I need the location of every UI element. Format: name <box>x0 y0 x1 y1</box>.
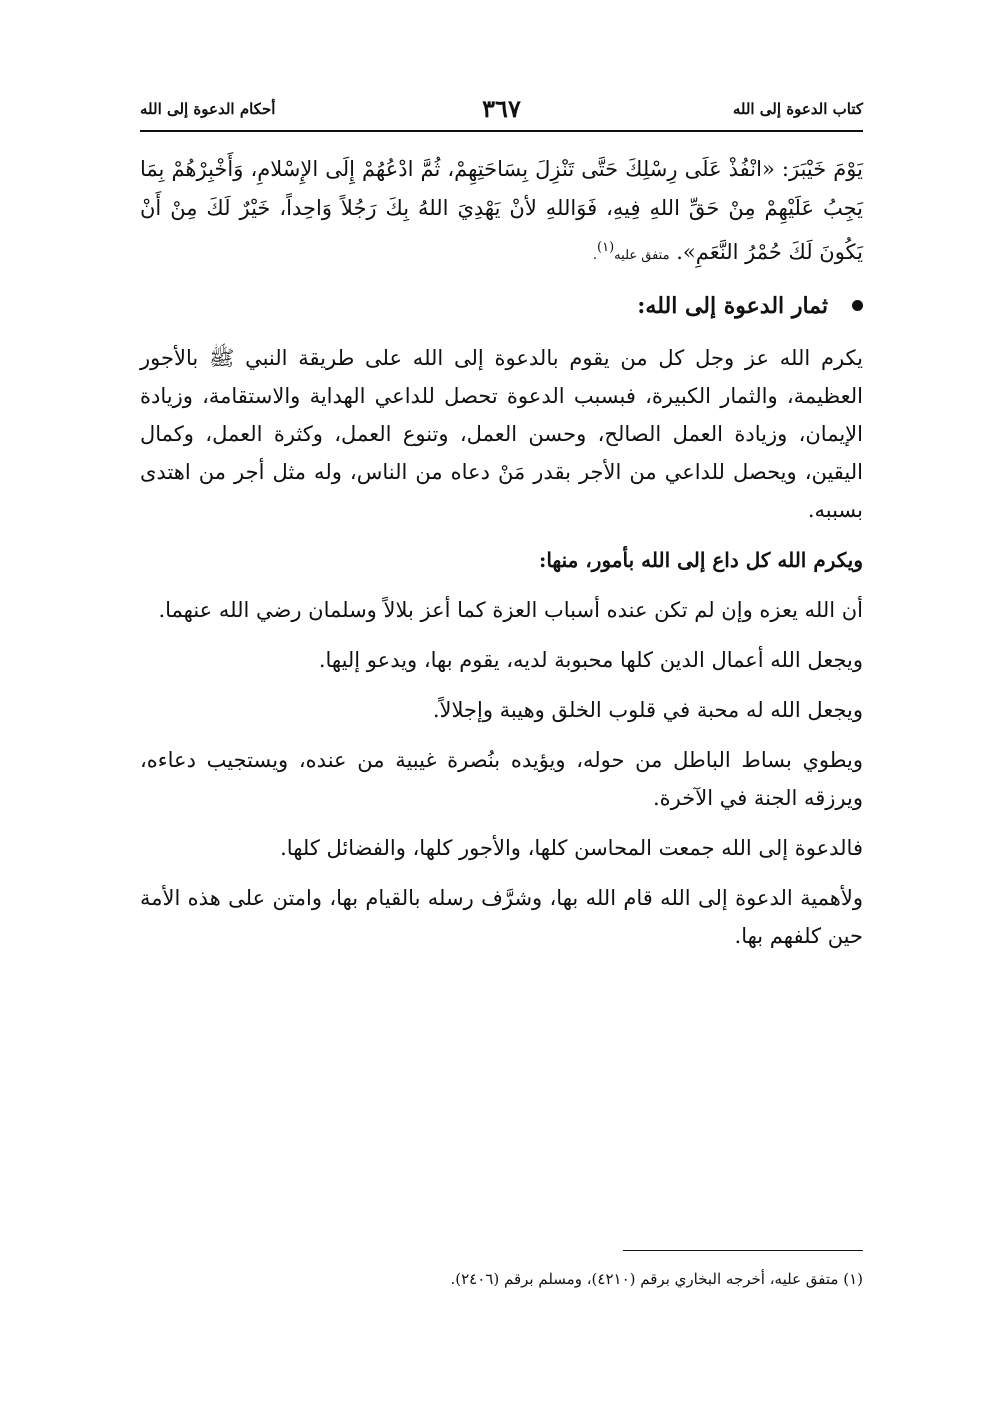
paragraph-importance: ولأهمية الدعوة إلى الله قام الله بها، وشرَّف رسله بالقيام بها، وامتن على هذه الأمة حين كلفهم بها. <box>140 886 863 948</box>
subheading: ويكرم الله كل داع إلى الله بأمور، منها: <box>538 548 863 572</box>
footnote-ref[interactable]: (١) <box>597 240 615 255</box>
footnote-divider <box>623 1250 863 1251</box>
page-number: ٣٦٧ <box>482 94 521 123</box>
section-heading-text: ثمار الدعوة إلى الله: <box>637 293 828 319</box>
page-header <box>140 94 863 130</box>
paragraph-fruits: يكرم الله عز وجل كل من يقوم بالدعوة إلى الله على طريقة النبي ﷺ بالأجور العظيمة، والثمار الكبيرة، فبسبب الدعوة تحصل للداعي الهداية والاستقامة، وزيادة الإيمان، وزيادة العمل الصالح، وحسن العمل، وتنوع العمل، وكثرة العمل، وكمال اليقين، ويحصل للداعي من الأجر بقدر مَنْ دعاه من الناس، وله مثل أجر من اهتدى بسببه. <box>140 346 863 522</box>
paragraph-deeds: ويجعل الله أعمال الدين كلها محبوبة لديه، يقوم بها، ويدعو إليها. <box>318 648 863 672</box>
paragraph-virtues: فالدعوة إلى الله جمعت المحاسن كلها، والأجور كلها، والفضائل كلها. <box>280 836 863 860</box>
section-heading <box>140 287 863 325</box>
footnote: (١) متفق عليه، أخرجه البخاري برقم (٤٢١٠)، ومسلم برقم (٢٤٠٦). <box>450 1270 863 1288</box>
hadith-paragraph: يَوْمَ خَيْبَرَ: «انْفُذْ عَلَى رِسْلِكَ حَتَّى تَنْزِلَ بِسَاحَتِهِمْ، ثُمَّ ادْعُهُمْ إِلَى الإِسْلامِ، وَأَخْبِرْهُمْ بِمَا يَجِبُ عَلَيْهِمْ مِنْ حَقِّ اللهِ فِيهِ، فَوَاللهِ لأنْ يَهْدِيَ اللهُ بِكَ رَجُلاً وَاحِداً، خَيْرٌ لَكَ مِنْ أَنْ يَكُونَ لَكَ حُمْرُ النَّعَمِ». متفق عليه$^{(١)}$. <box>140 157 863 264</box>
bullet-icon <box>852 300 863 311</box>
paragraph-support: ويطوي بساط الباطل من حوله، ويؤيده بنُصرة غيبية من عنده، ويستجيب دعاءه، ويرزقه الجنة في الآخرة. <box>140 748 863 810</box>
paragraph-honor: أن الله يعزه وإن لم تكن عنده أسباب العزة كما أعز بلالاً وسلمان رضي الله عنهما. <box>158 598 863 622</box>
hadith-source: متفق عليه <box>614 248 670 263</box>
header-book-title: كتاب الدعوة إلى الله <box>732 100 863 118</box>
page-body <box>140 150 863 967</box>
header-chapter-title: أحكام الدعوة إلى الله <box>140 100 276 118</box>
hadith-text: يَوْمَ خَيْبَرَ: «انْفُذْ عَلَى رِسْلِكَ حَتَّى تَنْزِلَ بِسَاحَتِهِمْ، ثُمَّ ادْعُهُمْ إِلَى الإِسْلامِ، وَأَخْبِرْهُمْ بِمَا يَجِبُ عَلَيْهِمْ مِنْ حَقِّ اللهِ فِيهِ، فَوَاللهِ لأنْ يَهْدِيَ اللهُ بِكَ رَجُلاً وَاحِداً، خَيْرٌ لَكَ مِنْ أَنْ يَكُونَ لَكَ حُمْرُ النَّعَمِ». <box>140 157 863 264</box>
header-divider <box>140 130 863 132</box>
paragraph-love: ويجعل الله له محبة في قلوب الخلق وهيبة وإجلالاً. <box>432 698 863 722</box>
